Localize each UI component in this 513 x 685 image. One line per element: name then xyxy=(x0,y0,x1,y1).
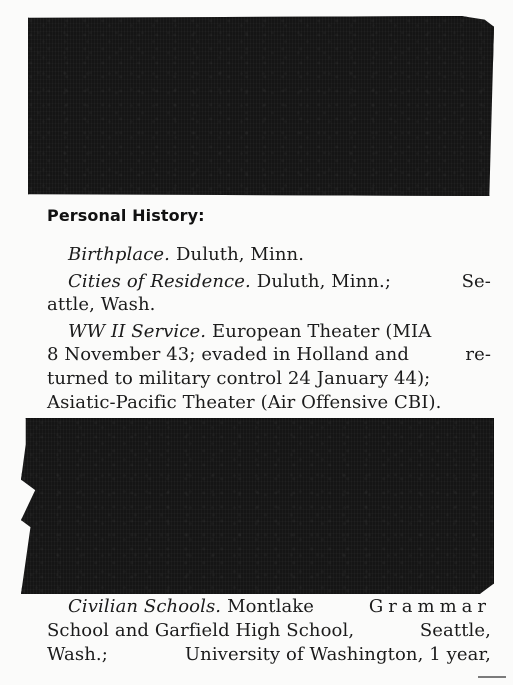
ww2-line-1 xyxy=(68,323,491,341)
schools-value-part2: Grammar xyxy=(368,596,491,617)
cities-line-2: attle, Wash. xyxy=(47,294,156,315)
cities-label: Cities of Residence. xyxy=(68,271,251,292)
cities-value-part1: Duluth, Minn.; xyxy=(256,271,391,292)
schools-label: Civilian Schools. xyxy=(68,596,222,617)
cities-line-1-left xyxy=(68,273,391,291)
birthplace-value: Duluth, Minn. xyxy=(175,244,305,265)
ww2-line-3: turned to military control 24 January 44); xyxy=(47,368,431,389)
ww2-line-2 xyxy=(47,346,491,364)
ww2-line-4: Asiatic-Pacific Theater (Air Offensive CBI). xyxy=(47,392,442,413)
schools-value-line2-part2: Seattle, xyxy=(419,620,491,641)
ww2-label: WW II Service. xyxy=(68,321,207,342)
schools-line-2 xyxy=(47,622,491,640)
redaction-block-top xyxy=(28,16,494,196)
schools-value-part1: Montlake xyxy=(227,596,315,617)
redaction-block-bottom xyxy=(21,418,494,594)
page-edge-mark xyxy=(478,676,506,678)
birthplace-label: Birthplace. xyxy=(68,244,170,265)
ww2-value-line2-part2: re- xyxy=(465,344,491,365)
ww2-line-1-left xyxy=(68,323,431,341)
schools-value-line3-part1: Wash.; xyxy=(47,644,108,665)
schools-line-1 xyxy=(68,598,491,616)
section-heading: Personal History: xyxy=(47,206,205,225)
ww2-value-line1: European Theater (MIA xyxy=(212,321,432,342)
schools-value-line3-part2: University of Washington, 1 year, xyxy=(184,644,491,665)
schools-line-1-left xyxy=(68,598,314,616)
cities-line-1 xyxy=(68,273,491,291)
schools-line-3 xyxy=(47,646,491,664)
cities-value-part2: Se- xyxy=(461,271,491,292)
schools-value-line2-part1: School and Garfield High School, xyxy=(47,620,355,641)
ww2-value-line2-part1: 8 November 43; evaded in Holland and xyxy=(47,344,409,365)
birthplace-line xyxy=(68,246,491,264)
